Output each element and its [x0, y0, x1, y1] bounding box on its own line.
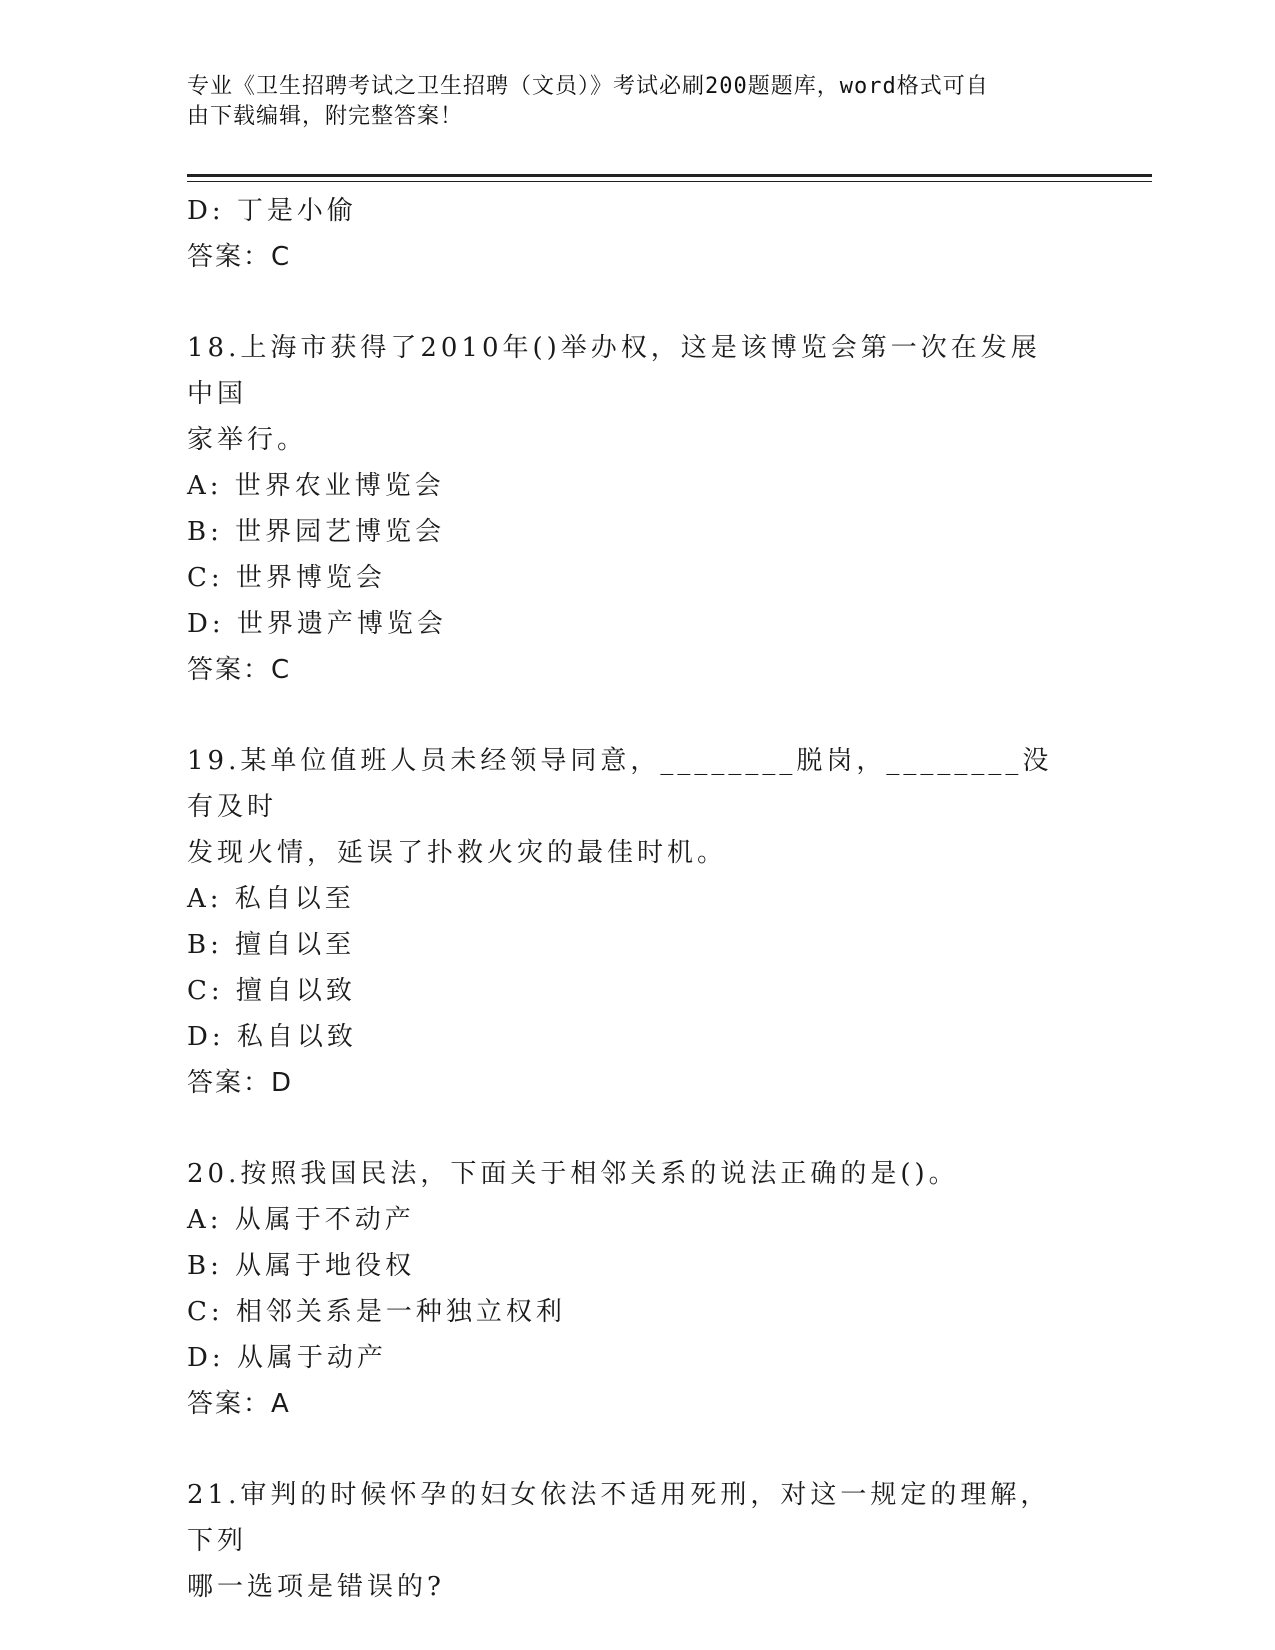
question-20	[187, 1151, 1087, 1427]
header-line-2: 由下载编辑，附完整答案！	[187, 104, 464, 129]
option-c: C: 相邻关系是一种独立权利	[187, 1297, 566, 1327]
answer-line: 答案：D	[187, 1068, 294, 1098]
question-text-line-2: 发现火情，延误了扑救火灾的最佳时机。	[187, 838, 728, 868]
question-text-line-1: 21.审判的时候怀孕的妇女依法不适用死刑，对这一规定的理解，下列	[187, 1480, 1051, 1556]
question-text-line-2: 家举行。	[187, 425, 308, 455]
document-header	[187, 72, 1067, 132]
option-b: B: 世界园艺博览会	[187, 517, 446, 547]
answer-line: 答案：C	[187, 242, 292, 272]
option-d: D: 丁是小偷	[187, 196, 357, 226]
option-d: D: 世界遗产博览会	[187, 609, 447, 639]
header-line-1: 专业《卫生招聘考试之卫生招聘（文员）》考试必刷200题题库，word格式可自	[187, 74, 989, 99]
option-c: C: 世界博览会	[187, 563, 386, 593]
header-divider-thin	[187, 181, 1152, 182]
option-a: A: 世界农业博览会	[187, 471, 445, 501]
question-19	[187, 738, 1087, 1106]
option-a: A: 从属于不动产	[187, 1205, 415, 1235]
header-divider-thick	[187, 174, 1152, 177]
option-b: B: 擅自以至	[187, 930, 356, 960]
question-21	[187, 1472, 1087, 1610]
option-a: A: 私自以至	[187, 884, 355, 914]
option-d: D: 私自以致	[187, 1022, 357, 1052]
question-list	[187, 188, 1087, 1610]
question-text-line-1: 19.某单位值班人员未经领导同意，________脱岗，________没有及时	[187, 746, 1053, 822]
answer-line: 答案：A	[187, 1389, 291, 1419]
question-18	[187, 325, 1087, 693]
question-text-line-1: 20.按照我国民法，下面关于相邻关系的说法正确的是()。	[187, 1159, 959, 1189]
answer-line: 答案：C	[187, 655, 292, 685]
question-text-line-2: 哪一选项是错误的?	[187, 1572, 445, 1602]
option-d: D: 从属于动产	[187, 1343, 387, 1373]
option-b: B: 从属于地役权	[187, 1251, 416, 1281]
question-text-line-1: 18.上海市获得了2010年()举办权，这是该博览会第一次在发展中国	[187, 333, 1041, 409]
option-c: C: 擅自以致	[187, 976, 356, 1006]
previous-question-tail	[187, 188, 1087, 280]
